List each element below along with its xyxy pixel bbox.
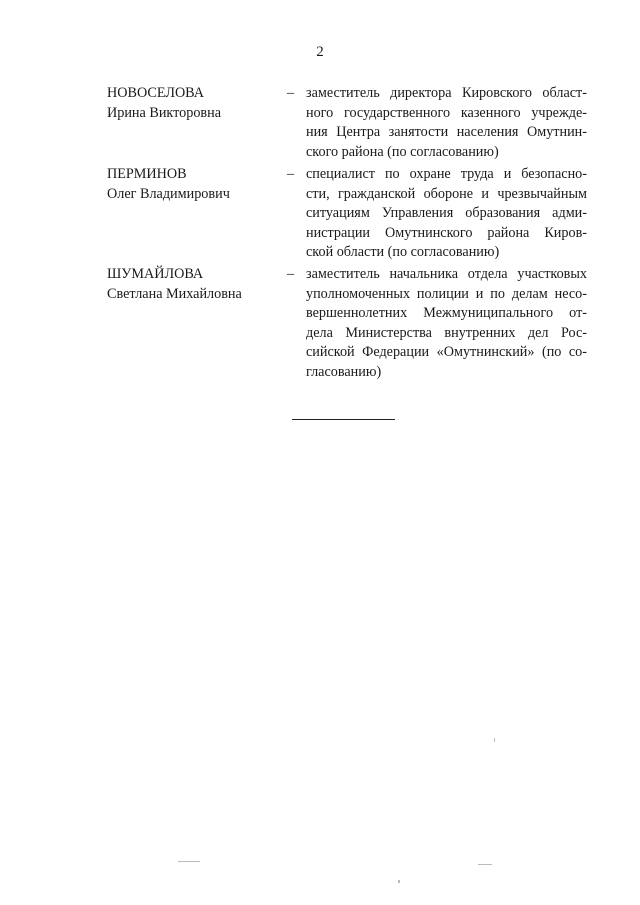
description-line: сийской Федерации «Омутнинский» (по со- <box>306 344 587 361</box>
page-number: 2 <box>316 44 324 60</box>
scan-speck <box>398 880 400 883</box>
member-description <box>306 84 587 162</box>
member-given-names: Светлана Михайловна <box>107 285 242 302</box>
description-line: вершеннолетних Межмуниципального от- <box>306 305 587 322</box>
member-given-names: Ирина Викторовна <box>107 104 222 121</box>
description-line: уполномоченных полиции и по делам несо- <box>306 285 587 302</box>
scan-speck <box>478 864 492 865</box>
member-name <box>107 84 277 123</box>
description-line: заместитель начальника отдела участковых <box>306 266 587 282</box>
end-divider <box>292 419 395 420</box>
dash-separator: – <box>287 166 295 182</box>
member-name <box>107 265 277 304</box>
dash-separator: – <box>287 85 295 101</box>
description-line: нистрации Омутнинского района Киров- <box>306 224 587 241</box>
description-line: сти, гражданской обороне и чрезвычайным <box>306 185 587 202</box>
description-line: ского района (по согласованию) <box>306 143 499 160</box>
member-name <box>107 165 277 204</box>
description-line: ситуациям Управления образования адми- <box>306 205 587 222</box>
scan-speck <box>178 861 200 862</box>
description-line: ской области (по согласованию) <box>306 244 500 261</box>
description-line: дела Министерства внутренних дел Рос- <box>306 324 587 341</box>
member-surname: НОВОСЕЛОВА <box>107 85 204 101</box>
description-line: заместитель директора Кировского област- <box>306 85 587 101</box>
scan-speck <box>494 738 495 742</box>
description-line: специалист по охране труда и безопасно- <box>306 166 587 182</box>
member-given-names: Олег Владимирович <box>107 185 230 202</box>
description-line: ния Центра занятости населения Омутнин- <box>306 124 587 141</box>
member-description <box>306 165 587 263</box>
member-description <box>306 265 587 383</box>
member-surname: ПЕРМИНОВ <box>107 166 187 182</box>
description-line: ного государственного казенного учрежде- <box>306 104 587 121</box>
dash-separator: – <box>287 266 295 282</box>
member-surname: ШУМАЙЛОВА <box>107 266 204 282</box>
description-line: гласованию) <box>306 363 382 380</box>
